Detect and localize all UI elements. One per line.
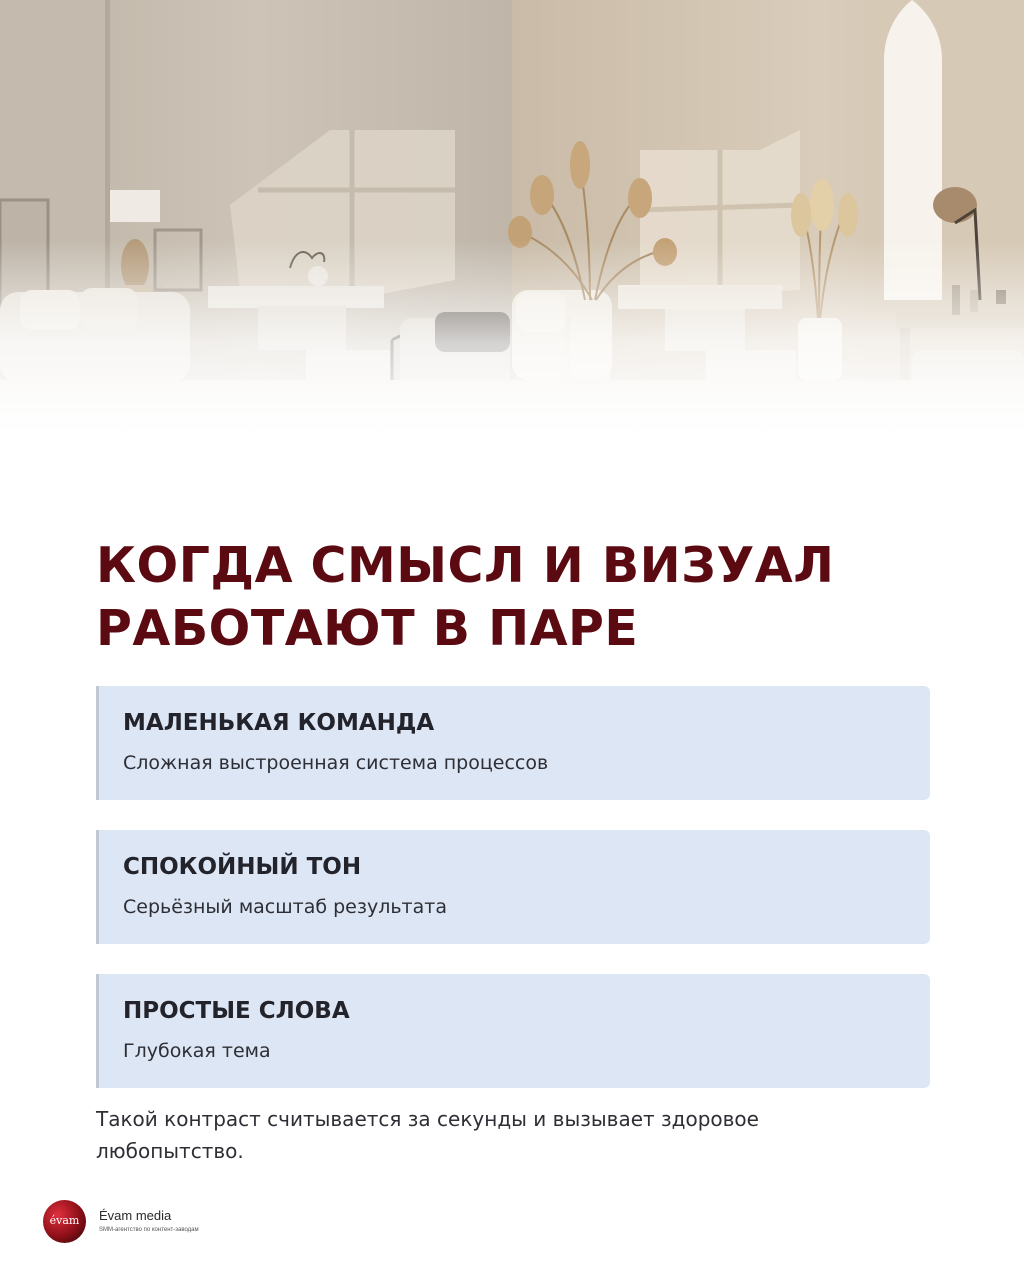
contrast-card: [96, 686, 930, 800]
title-line-1: КОГДА СМЫСЛ И ВИЗУАЛ: [96, 537, 835, 594]
brand-tagline: SMM-агентство по контент-заводам: [99, 1227, 199, 1233]
hero-fade-overlay: [0, 240, 1024, 470]
card-text: Глубокая тема: [123, 1040, 271, 1062]
card-title: МАЛЕНЬКАЯ КОМАНДА: [123, 710, 435, 736]
brand-logo-icon: [43, 1200, 86, 1243]
interior-photo: [0, 0, 1024, 470]
footnote-text: Такой контраст считывается за секунды и вызывает здоровое любопытство.: [96, 1107, 759, 1163]
card-text: Сложная выстроенная система процессов: [123, 752, 549, 774]
card-title: СПОКОЙНЫЙ ТОН: [123, 854, 362, 880]
card-text: Серьёзный масштаб результата: [123, 896, 447, 918]
brand-logo-text: évam: [49, 1214, 80, 1227]
contrast-card: [96, 974, 930, 1088]
card-title: ПРОСТЫЕ СЛОВА: [123, 998, 350, 1024]
contrast-card: [96, 830, 930, 944]
page-title: [96, 534, 936, 660]
title-line-2: РАБОТАЮТ В ПАРЕ: [96, 600, 639, 657]
contrast-list: [96, 686, 930, 1118]
brand-name: Évam media: [99, 1208, 172, 1223]
